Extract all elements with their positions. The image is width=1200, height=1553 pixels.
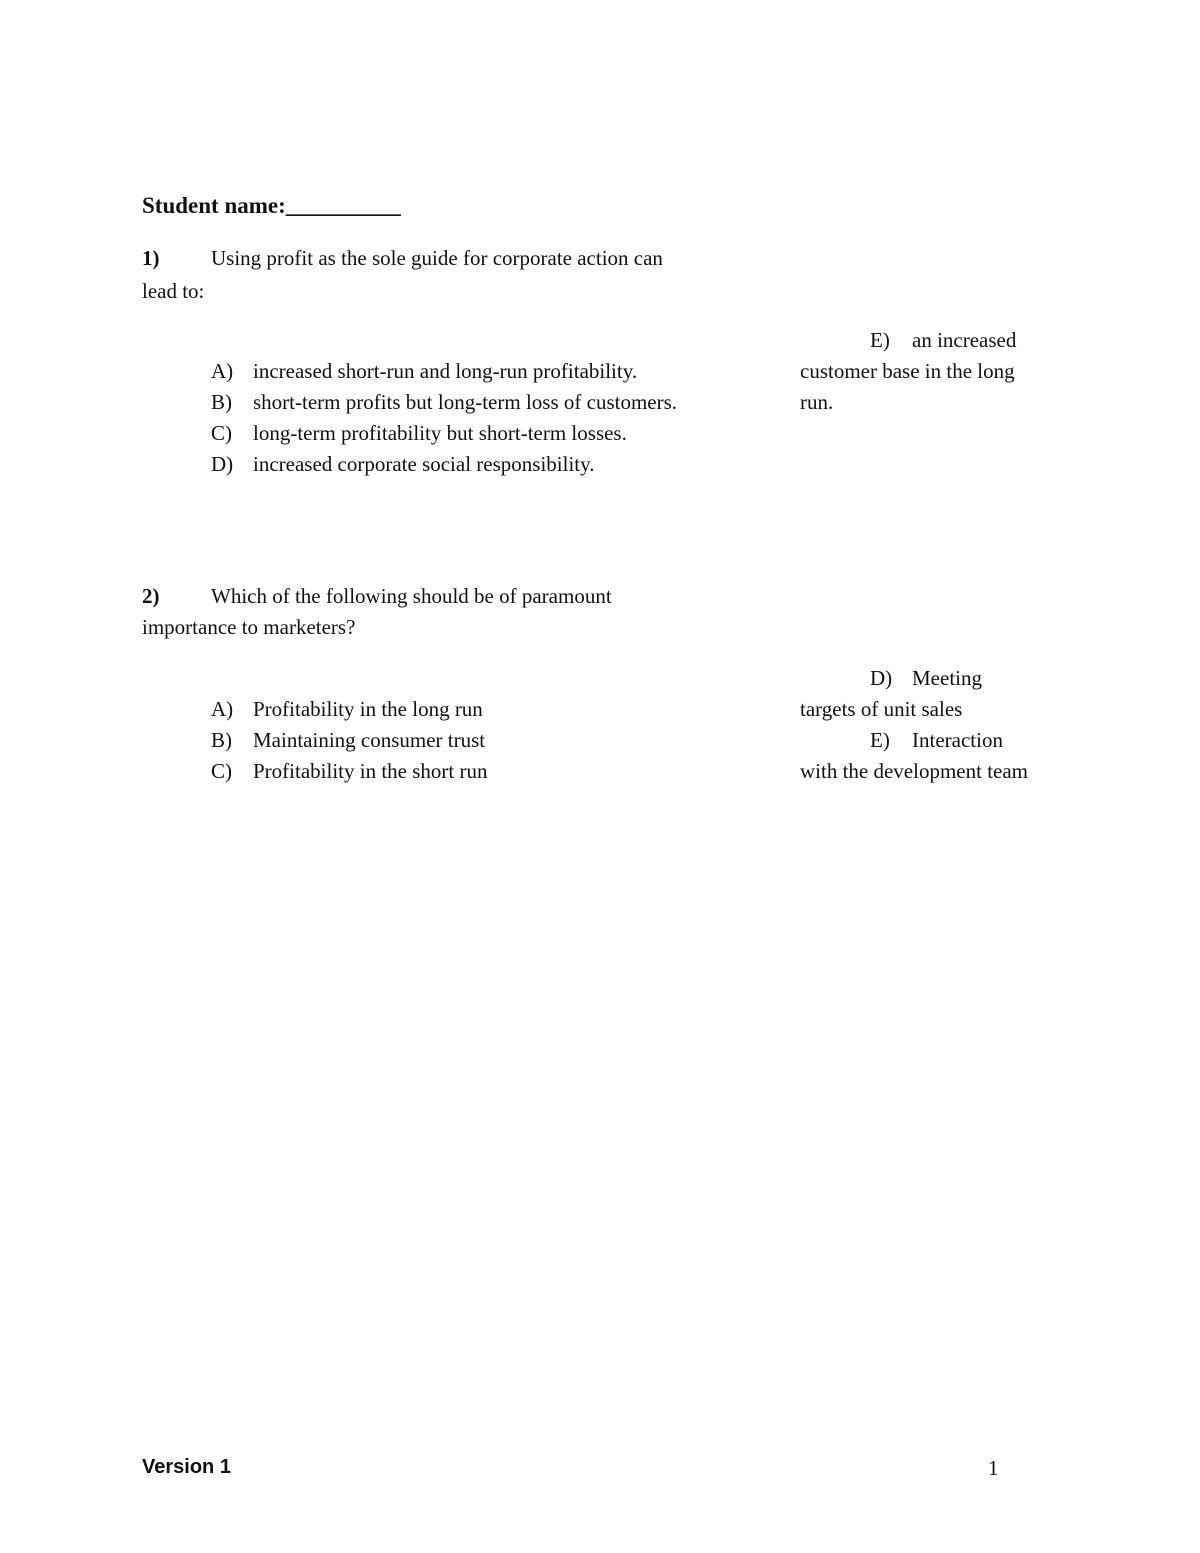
option-text: Maintaining consumer trust xyxy=(253,728,486,752)
option-text: long-term profitability but short-term losses. xyxy=(253,421,627,445)
option-text: increased short-run and long-run profitability. xyxy=(253,359,638,383)
option-text: customer base in the long xyxy=(800,359,1015,383)
student-name-label: Student name: xyxy=(142,193,286,218)
option-line xyxy=(870,663,982,694)
option-letter: D) xyxy=(211,452,234,476)
option-letter: C) xyxy=(211,759,232,783)
option-letter: E) xyxy=(870,328,890,352)
answer-option-c xyxy=(211,756,487,787)
option-letter: B) xyxy=(211,728,232,752)
question-text-line: importance to marketers? xyxy=(142,615,356,639)
option-text: Profitability in the long run xyxy=(253,697,483,721)
option-line xyxy=(870,725,1003,756)
option-text: Interaction xyxy=(912,728,1003,752)
option-text: short-term profits but long-term loss of customers. xyxy=(253,390,678,414)
option-letter: E) xyxy=(870,728,890,752)
option-letter: A) xyxy=(211,359,234,383)
option-letter: C) xyxy=(211,421,232,445)
student-name-blank: __________ xyxy=(285,193,401,218)
answer-option-d xyxy=(211,449,595,480)
option-text: run. xyxy=(800,390,834,414)
answer-option-a xyxy=(211,356,637,387)
answer-option-b xyxy=(211,725,485,756)
version-label: Version 1 xyxy=(142,1456,231,1478)
page-number: 1 xyxy=(988,1456,999,1480)
option-text: with the development team xyxy=(800,759,1029,783)
option-letter: D) xyxy=(870,666,893,690)
option-text: Meeting xyxy=(912,666,982,690)
option-text: increased corporate social responsibility. xyxy=(253,452,595,476)
answer-option-a xyxy=(211,694,483,725)
option-letter: B) xyxy=(211,390,232,414)
option-letter: A) xyxy=(211,697,234,721)
student-name-field xyxy=(142,193,401,219)
option-text: Profitability in the short run xyxy=(253,759,488,783)
option-line xyxy=(870,325,1016,356)
option-text: an increased xyxy=(912,328,1017,352)
option-text: targets of unit sales xyxy=(800,697,963,721)
answer-option-c xyxy=(211,418,627,449)
question-text-line: Using profit as the sole guide for corporate action can xyxy=(211,246,663,270)
question-text-line: lead to: xyxy=(142,279,205,303)
question-number: 2) xyxy=(142,584,160,608)
question-number: 1) xyxy=(142,246,160,270)
question-text-line: Which of the following should be of paramount xyxy=(211,584,612,608)
answer-option-b xyxy=(211,387,677,418)
